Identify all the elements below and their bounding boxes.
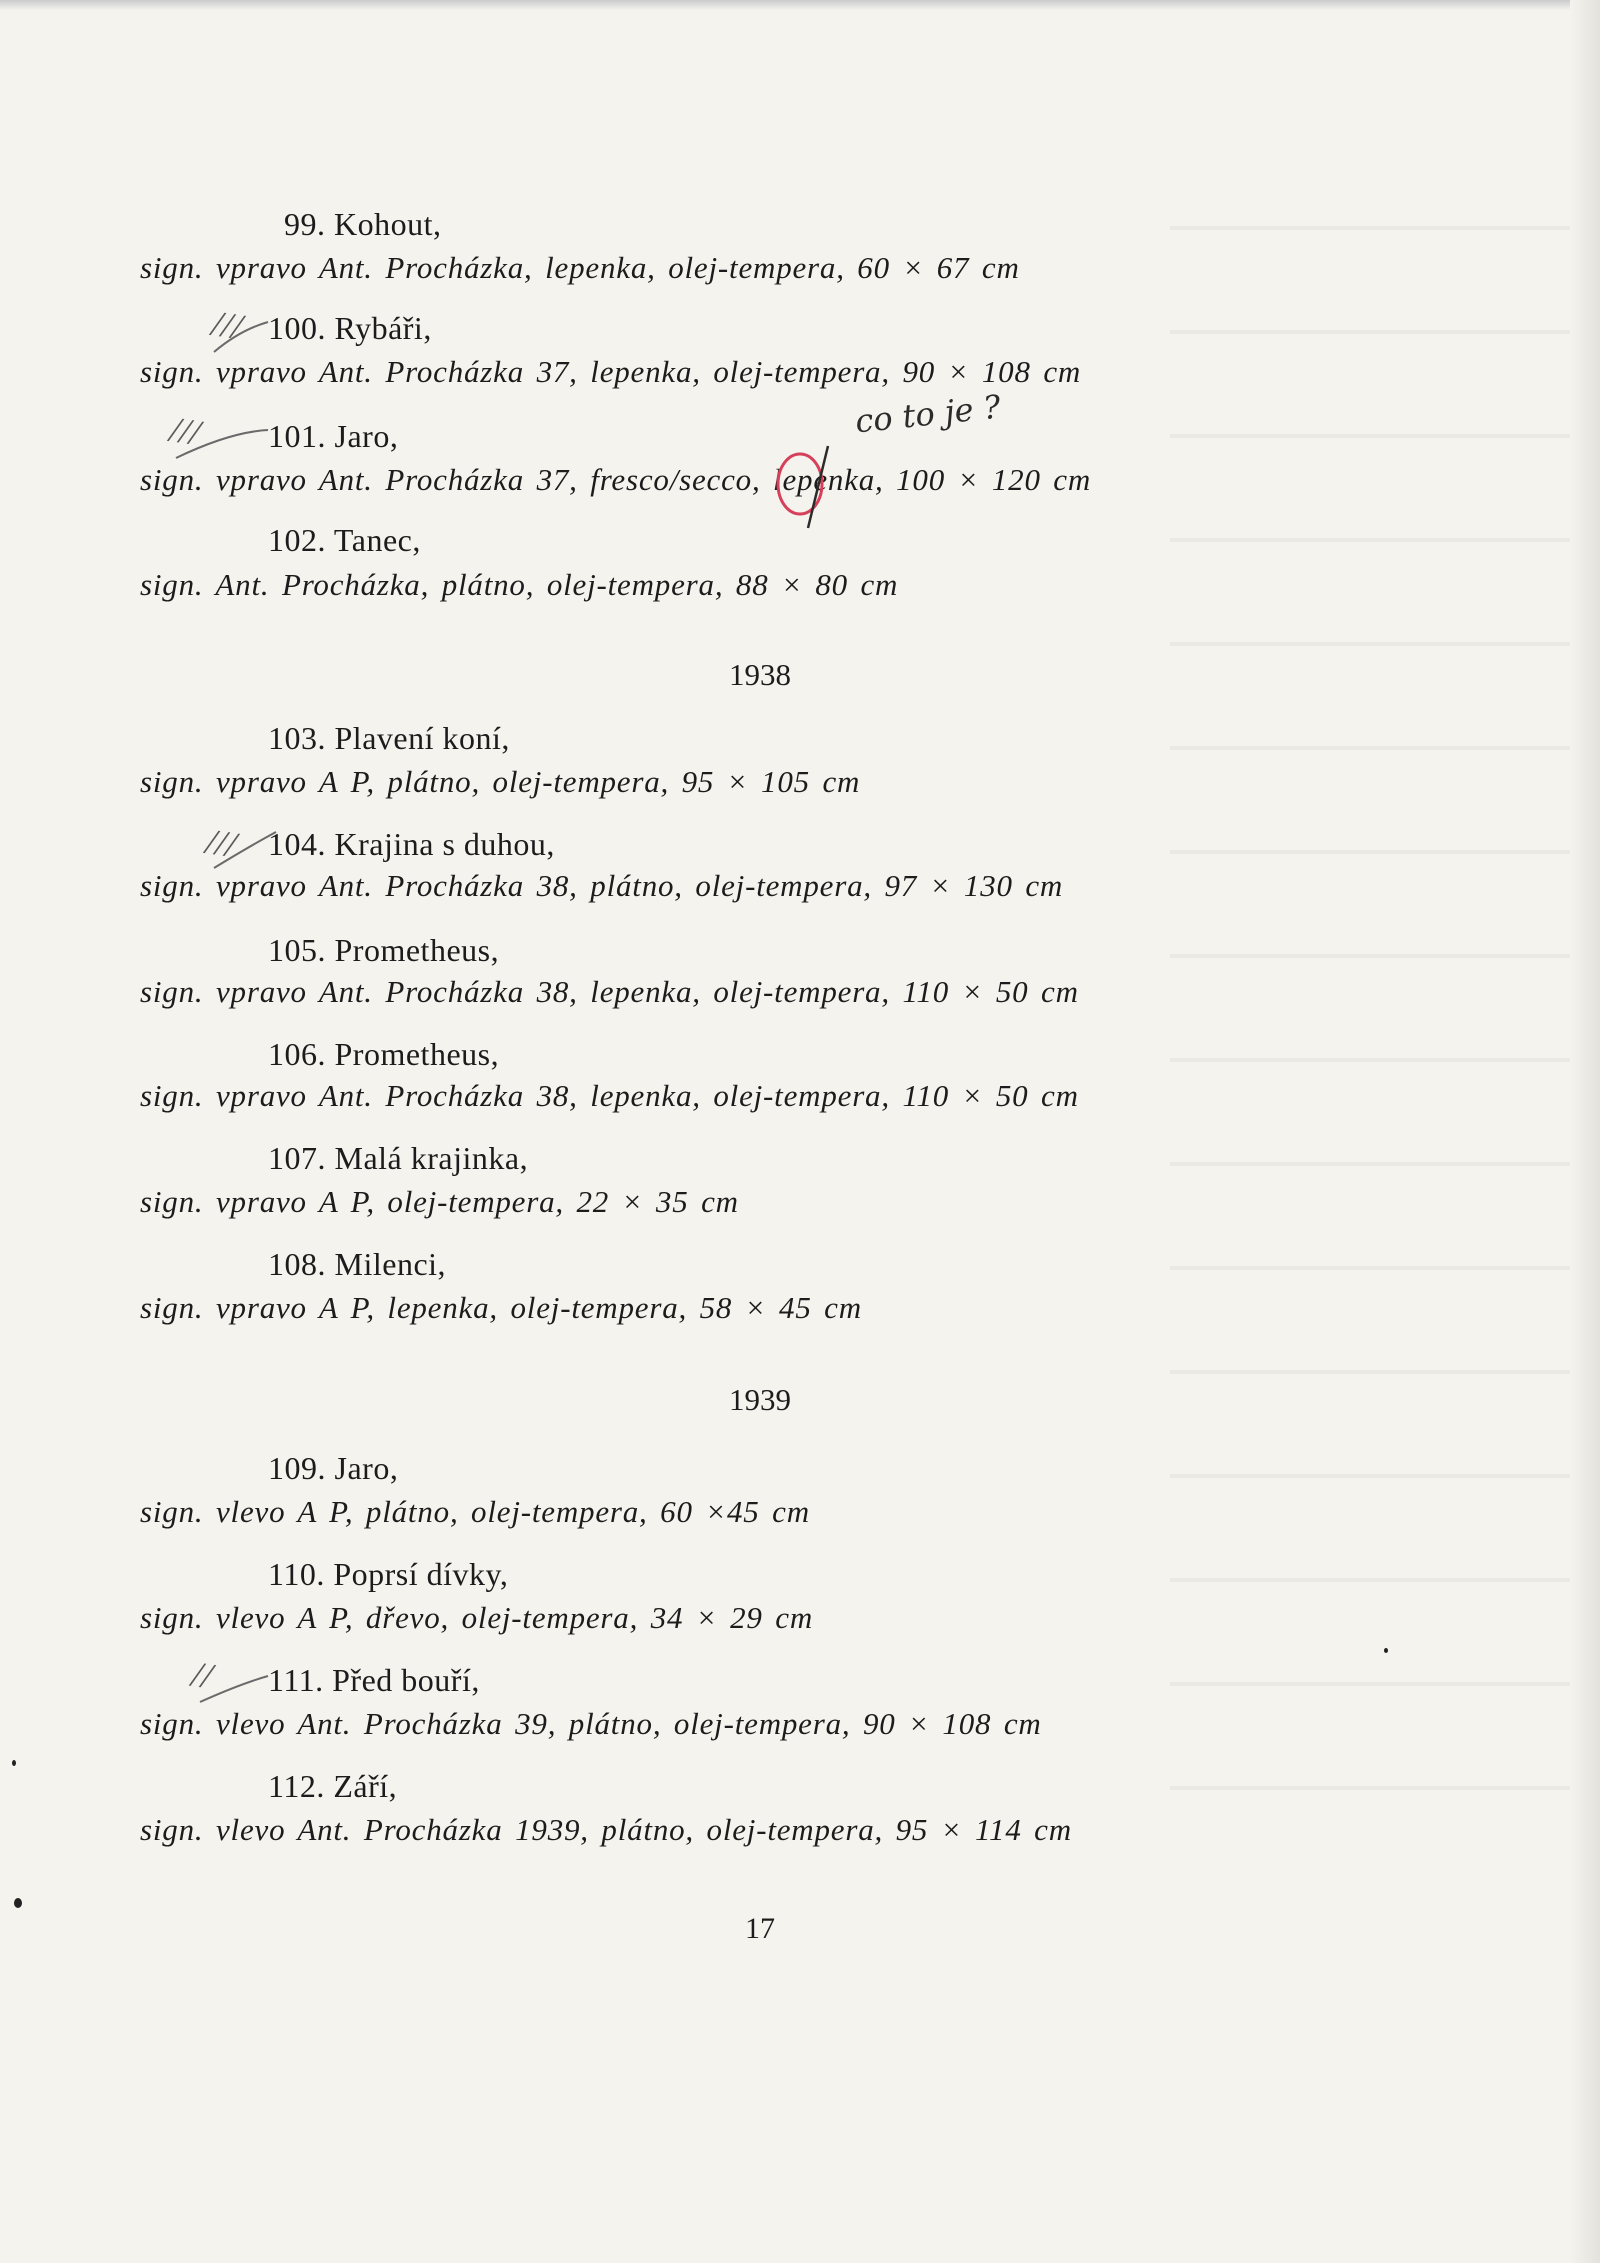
entry-detail: sign. vpravo Ant. Procházka 37, lepenka, olej-tempera, 90 × 108 cm — [140, 354, 1082, 389]
entry-detail: sign. vpravo A P, olej-tempera, 22 × 35 cm — [140, 1184, 739, 1219]
pencil-tally-mark: /// — [209, 303, 245, 347]
entry-title: 111. Před bouří, — [268, 1662, 480, 1698]
entry-title: 108. Milenci, — [268, 1246, 447, 1282]
pencil-tally-mark: /// — [167, 409, 203, 453]
entry-title: 103. Plavení koní, — [268, 720, 510, 756]
entry-title: 104. Krajina s duhou, — [268, 826, 555, 862]
pencil-tally-mark: // — [189, 1653, 215, 1697]
entry-detail: sign. vpravo Ant. Procházka 38, lepenka, olej-tempera, 110 × 50 cm — [140, 1078, 1079, 1113]
pencil-tally-mark: /// — [203, 821, 239, 865]
year-heading: 1938 — [729, 657, 791, 692]
entry-title: 109. Jaro, — [268, 1450, 399, 1486]
entry-detail: sign. vpravo Ant. Procházka 38, plátno, olej-tempera, 97 × 130 cm — [140, 868, 1064, 903]
entry-title: 100. Rybáři, — [268, 310, 432, 346]
paper-speck — [1384, 1648, 1388, 1653]
entry-detail: sign. vlevo A P, dřevo, olej-tempera, 34 × 29 cm — [140, 1600, 814, 1635]
page-number: 17 — [745, 1912, 775, 1945]
entry-title: 110. Poprsí dívky, — [268, 1556, 509, 1592]
entry-detail: sign. vpravo Ant. Procházka 37, fresco/secco, lepenka, 100 × 120 cm — [140, 462, 1092, 497]
paper-speck — [14, 1898, 22, 1908]
entry-detail: sign. vlevo Ant. Procházka 1939, plátno, olej-tempera, 95 × 114 cm — [140, 1812, 1072, 1847]
entry-title: 101. Jaro, — [268, 418, 399, 454]
entry-title: 112. Září, — [268, 1768, 398, 1804]
paper-speck — [12, 1760, 16, 1766]
entry-title: 107. Malá krajinka, — [268, 1140, 529, 1176]
entry-detail: sign. vpravo Ant. Procházka 38, lepenka, olej-tempera, 110 × 50 cm — [140, 974, 1079, 1009]
entry-detail: sign. vpravo Ant. Procházka, lepenka, olej-tempera, 60 × 67 cm — [140, 250, 1020, 285]
entry-detail: sign. vlevo A P, plátno, olej-tempera, 60 ×45 cm — [140, 1494, 810, 1529]
entry-title: 99. Kohout, — [284, 206, 442, 242]
entry-title: 102. Tanec, — [268, 522, 421, 558]
entry-detail: sign. vlevo Ant. Procházka 39, plátno, olej-tempera, 90 × 108 cm — [140, 1706, 1042, 1741]
show-through-text — [1170, 180, 1570, 1880]
entry-title: 106. Prometheus, — [268, 1036, 500, 1072]
entry-detail: sign. vpravo A P, plátno, olej-tempera, 95 × 105 cm — [140, 764, 861, 799]
entry-title: 105. Prometheus, — [268, 932, 500, 968]
year-heading: 1939 — [729, 1382, 791, 1417]
entry-detail: sign. Ant. Procházka, plátno, olej-tempera, 88 × 80 cm — [140, 567, 899, 602]
handwritten-note: co to je ? — [853, 387, 1003, 441]
entry-detail: sign. vpravo A P, lepenka, olej-tempera, 58 × 45 cm — [140, 1290, 862, 1325]
